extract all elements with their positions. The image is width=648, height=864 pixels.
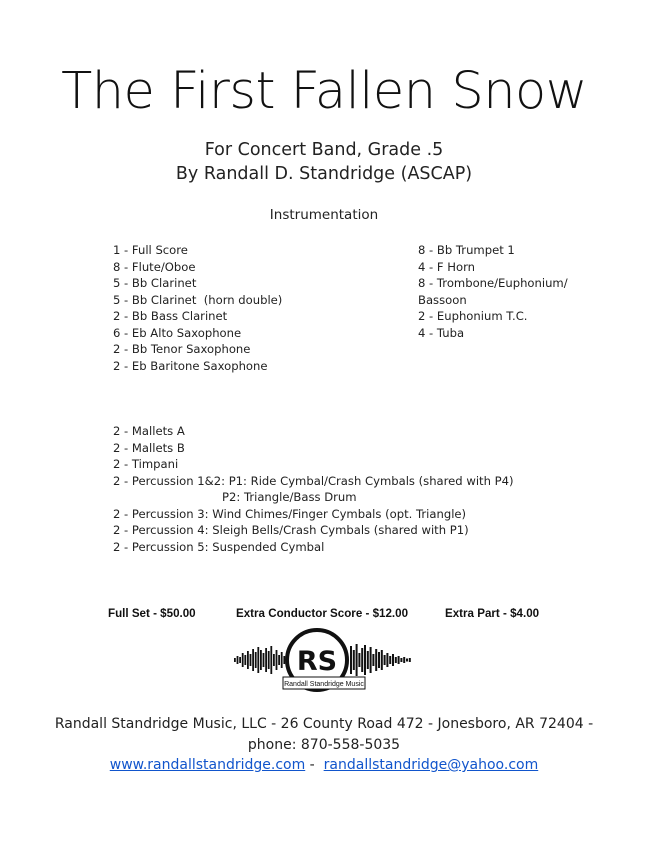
instrument-item: 2 - Euphonium T.C.	[418, 309, 528, 323]
instrument-item: 2 - Bb Bass Clarinet	[113, 309, 228, 323]
logo-text: Randall Standridge Music	[284, 681, 364, 688]
instrument-item: 8 - Flute/Oboe	[113, 259, 196, 274]
percussion-item: 2 - Mallets B	[113, 440, 185, 455]
footer-links	[0, 755, 648, 776]
price-conductor-score: Extra Conductor Score - $12.00	[236, 607, 409, 620]
price-full-set: Full Set - $50.00	[108, 607, 196, 620]
percussion-item: 2 - Percussion 1&2: P1: Ride Cymbal/Crash Cymbals (shared with P4)	[113, 473, 514, 488]
website-link[interactable]: www.randallstandridge.com	[109, 757, 306, 773]
instrument-item: 5 - Bb Clarinet	[113, 276, 197, 290]
percussion-item: 2 - Percussion 3: Wind Chimes/Finger Cymbals (opt. Triangle)	[113, 506, 467, 521]
percussion-item: 2 - Percussion 4: Sleigh Bells/Crash Cymbals (shared with P1)	[113, 523, 469, 537]
price-extra-part: Extra Part - $4.00	[445, 607, 540, 620]
percussion-item: P2: Triangle/Bass Drum	[222, 490, 357, 504]
footer-phone: phone: 870-558-5035	[247, 737, 401, 753]
logo-initials: RS	[296, 646, 338, 677]
instrument-item: 2 - Eb Baritone Saxophone	[113, 358, 268, 373]
subtitle-ensemble: For Concert Band, Grade .5	[204, 140, 444, 160]
percussion-list	[113, 423, 514, 555]
page-title: The First Fallen Snow	[61, 62, 587, 121]
logo-waveform	[230, 627, 430, 699]
publisher-logo	[230, 627, 430, 699]
instrument-item: 8 - Trombone/Euphonium/	[418, 276, 568, 290]
instrument-item: 4 - F Horn	[418, 259, 476, 274]
subtitle-composer: By Randall D. Standridge (ASCAP)	[175, 164, 473, 184]
instrument-item: 4 - Tuba	[418, 325, 465, 340]
percussion-item: 2 - Timpani	[113, 457, 179, 471]
percussion-item: 2 - Percussion 5: Suspended Cymbal	[113, 539, 325, 554]
instrument-item: 2 - Bb Tenor Saxophone	[113, 342, 251, 356]
instrument-item: 6 - Eb Alto Saxophone	[113, 325, 242, 340]
instrument-list-left	[113, 242, 282, 374]
email-link[interactable]: randallstandridge@yahoo.com	[323, 757, 539, 773]
link-separator: -	[305, 757, 324, 773]
instrument-item: 1 - Full Score	[113, 243, 188, 257]
footer-address: Randall Standridge Music, LLC - 26 County Road 472 - Jonesboro, AR 72404 -	[54, 716, 594, 732]
percussion-item: 2 - Mallets A	[113, 424, 185, 438]
instrumentation-heading: Instrumentation	[269, 207, 379, 223]
instrument-item: Bassoon	[418, 292, 467, 307]
instrument-item: 5 - Bb Clarinet (horn double)	[113, 292, 283, 307]
instrument-item: 8 - Bb Trumpet 1	[418, 243, 515, 257]
instrument-list-right	[418, 242, 568, 341]
